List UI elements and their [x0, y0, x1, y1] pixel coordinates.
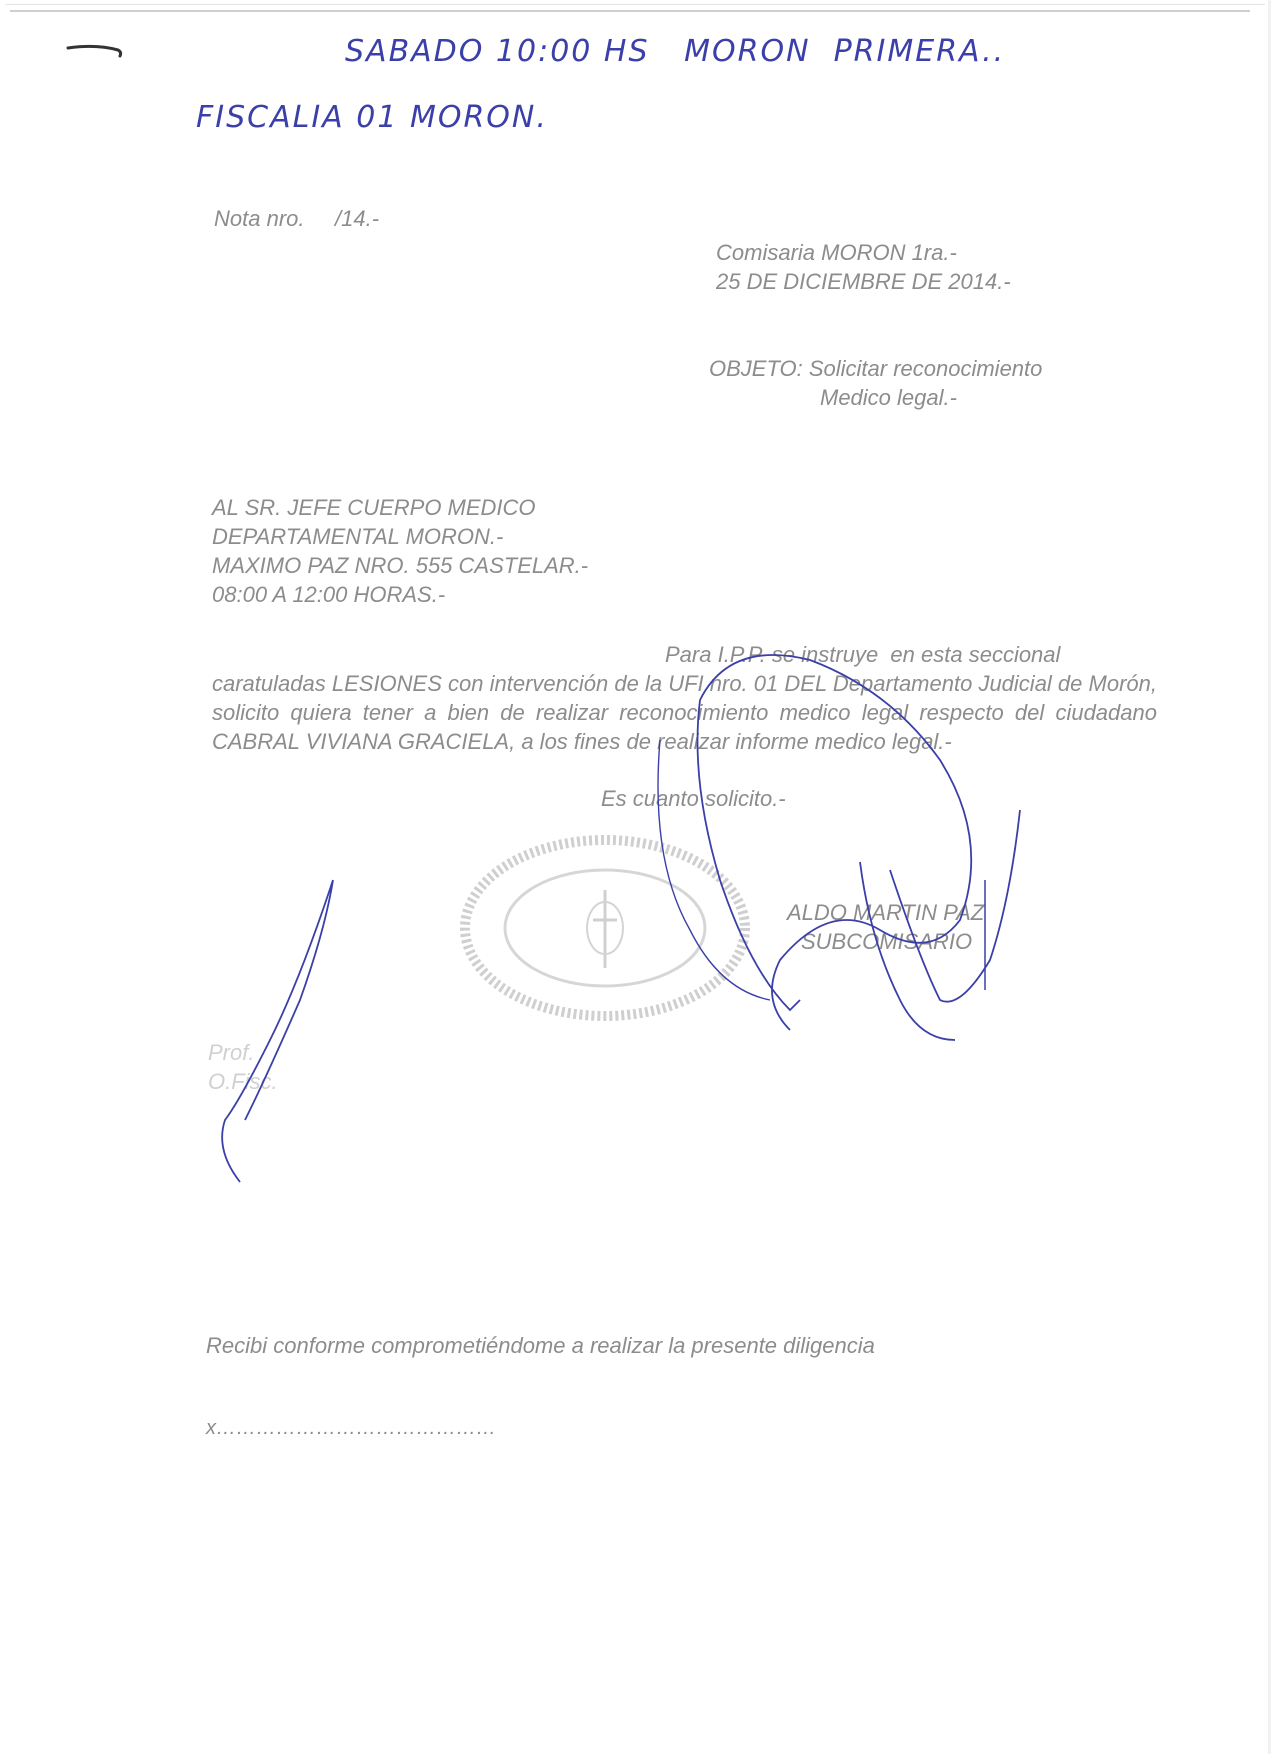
addressee-line4: 08:00 A 12:00 HORAS.- [212, 582, 446, 607]
signature-stroke-a [860, 862, 955, 1040]
handwritten-note-line2: FISCALIA 01 MORON. [196, 100, 548, 135]
faint-label-2: O.Fisc. [208, 1069, 278, 1094]
addressee-line1: AL SR. JEFE CUERPO MEDICO [212, 495, 536, 520]
subject-line1: OBJETO: Solicitar reconocimiento [709, 356, 1043, 381]
body-paragraph: caratuladas LESIONES con intervención de la UFI nro. 01 DEL Departamento Judicial de Morón, solicito quiera tener a bien de realizar reconocimiento medico legal respecto del ciudadano CABRAL VIVIANA GRACIELA, a los fines de realizar informe medico legal.- [212, 671, 1157, 754]
body-closing: Es cuanto solicito.- [601, 786, 786, 811]
handwritten-note-line1: SABADO 10:00 HS MORON PRIMERA.. [345, 34, 1006, 69]
subject-line2: Medico legal.- [820, 385, 957, 410]
addressee-line3: MAXIMO PAZ NRO. 555 CASTELAR.- [212, 553, 589, 578]
police-station: Comisaria MORON 1ra.- [716, 240, 957, 265]
signature-stroke-b [890, 810, 1020, 1002]
receipt-statement: Recibi conforme comprometiéndome a realizar la presente diligencia [206, 1333, 875, 1358]
note-number: Nota nro. /14.- [214, 206, 380, 231]
signature-tail [698, 700, 801, 1010]
signature-loop [700, 655, 971, 1030]
faint-label-1: Prof. [208, 1040, 255, 1065]
addressee-line2: DEPARTAMENTAL MORON.- [212, 524, 504, 549]
body-opening: Para I.P.P. se instruye en esta seccional [665, 642, 1061, 667]
receipt-signature-line: x…………………………………… [206, 1417, 496, 1439]
signer-title: SUBCOMISARIO [801, 929, 973, 954]
document-date: 25 DE DICIEMBRE DE 2014.- [716, 269, 1011, 294]
signer-name: ALDO MARTIN PAZ [787, 900, 985, 925]
left-signature [222, 880, 333, 1182]
